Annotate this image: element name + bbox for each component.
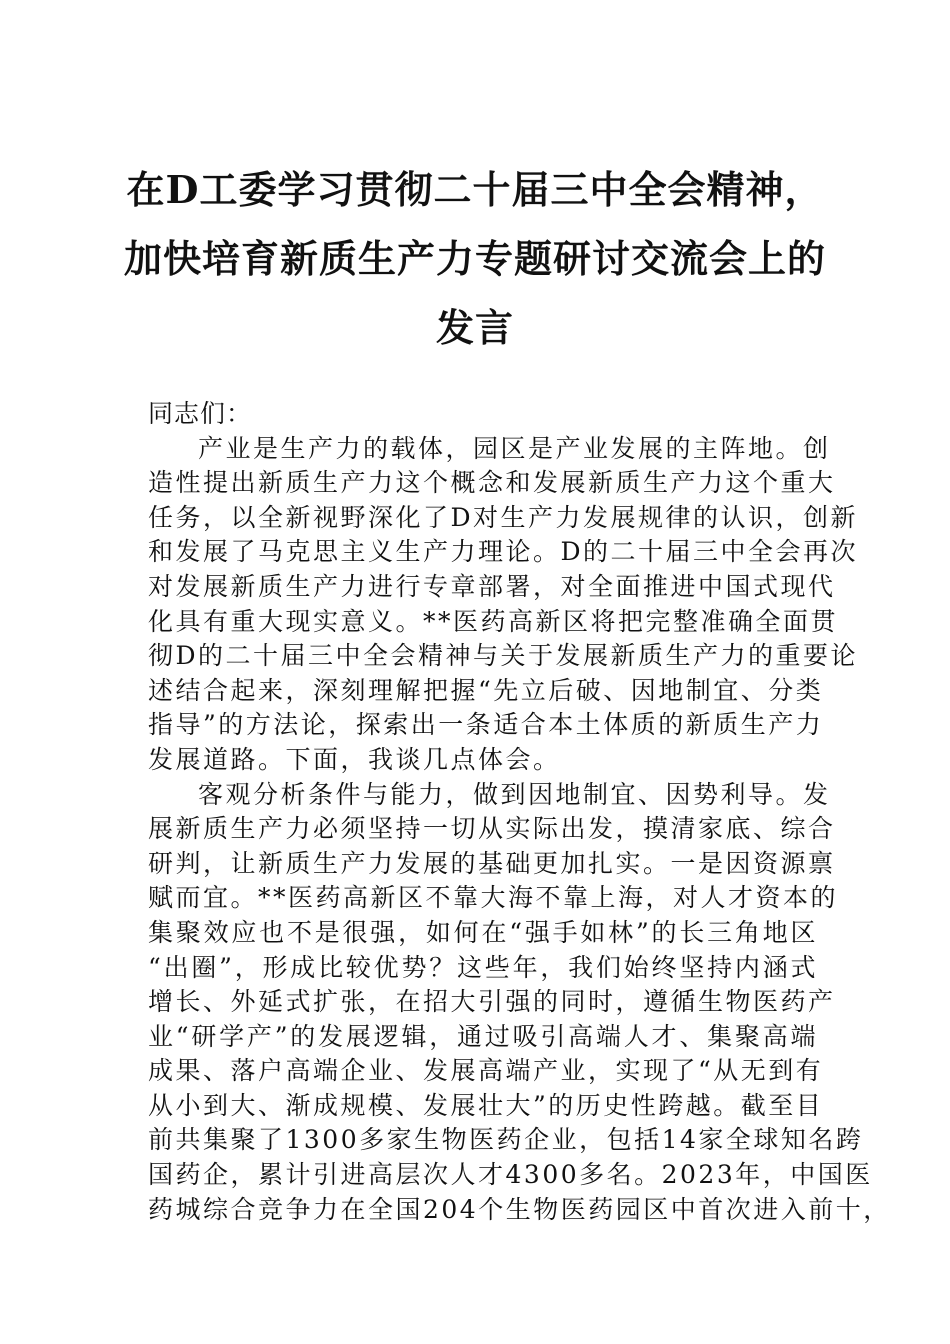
paragraph-line: 彻D的二十届三中全会精神与关于发展新质生产力的重要论 (148, 641, 859, 671)
title-line-1: 在D工委学习贯彻二十届三中全会精神， (126, 167, 824, 212)
paragraph-line: 述结合起来，深刻理解把握“先立后破、因地制宜、分类 (148, 675, 824, 705)
paragraph-line: 业“研学产”的发展逻辑，通过吸引高端人才、集聚高端 (148, 1021, 818, 1051)
paragraph-line: 对发展新质生产力进行专章部署，对全面推进中国式现代 (148, 571, 836, 601)
paragraph-line: 指导”的方法论，探索出一条适合本土体质的新质生产力 (148, 710, 824, 740)
paragraph-1 (148, 432, 859, 778)
paragraph-line: 药城综合竞争力在全国204个生物医药园区中首次进入前十， (148, 1194, 891, 1224)
paragraph-line: 产业是生产力的载体，园区是产业发展的主阵地。创 (198, 433, 831, 463)
paragraph-line: 增长、外延式扩张，在招大引强的同时，遵循生物医药产 (148, 987, 836, 1017)
paragraph-line: 化具有重大现实意义。**医药高新区将把完整准确全面贯 (148, 606, 839, 636)
paragraph-line: 前共集聚了1300多家生物医药企业，包括14家全球知名跨 (148, 1125, 864, 1155)
paragraph-line: 和发展了马克思主义生产力理论。D的二十届三中全会再次 (148, 537, 859, 567)
paragraph-line: 研判，让新质生产力发展的基础更加扎实。一是因资源禀 (148, 848, 836, 878)
paragraph-line: 赋而宜。**医药高新区不靠大海不靠上海，对人才资本的 (148, 883, 839, 913)
paragraph-line: “出圈”，形成比较优势？这些年，我们始终坚持内涵式 (148, 952, 818, 982)
paragraph-2 (148, 778, 891, 1228)
paragraph-line: 发展道路。下面，我谈几点体会。 (148, 744, 561, 774)
document-body (148, 397, 891, 1227)
greeting: 同志们： (148, 399, 253, 428)
paragraph-line: 展新质生产力必须坚持一切从实际出发，摸清家底、综合 (148, 814, 836, 844)
paragraph-line: 造性提出新质生产力这个概念和发展新质生产力这个重大 (148, 468, 836, 498)
paragraph-line: 客观分析条件与能力，做到因地制宜、因势利导。发 (198, 779, 831, 809)
paragraph-line: 国药企，累计引进高层次人才4300多名。2023年，中国医 (148, 1160, 873, 1190)
document-title (100, 155, 850, 362)
paragraph-line: 成果、落户高端企业、发展高端产业，实现了“从无到有 (148, 1056, 824, 1086)
paragraph-line: 从小到大、渐成规模、发展壮大”的历史性跨越。截至目 (148, 1090, 824, 1120)
title-line-2: 加快培育新质生产力专题研讨交流会上的 (123, 236, 826, 281)
title-line-3: 发言 (435, 305, 514, 350)
paragraph-line: 任务，以全新视野深化了D对生产力发展规律的认识，创新 (148, 502, 859, 532)
paragraph-line: 集聚效应也不是很强，如何在“强手如林”的长三角地区 (148, 917, 818, 947)
